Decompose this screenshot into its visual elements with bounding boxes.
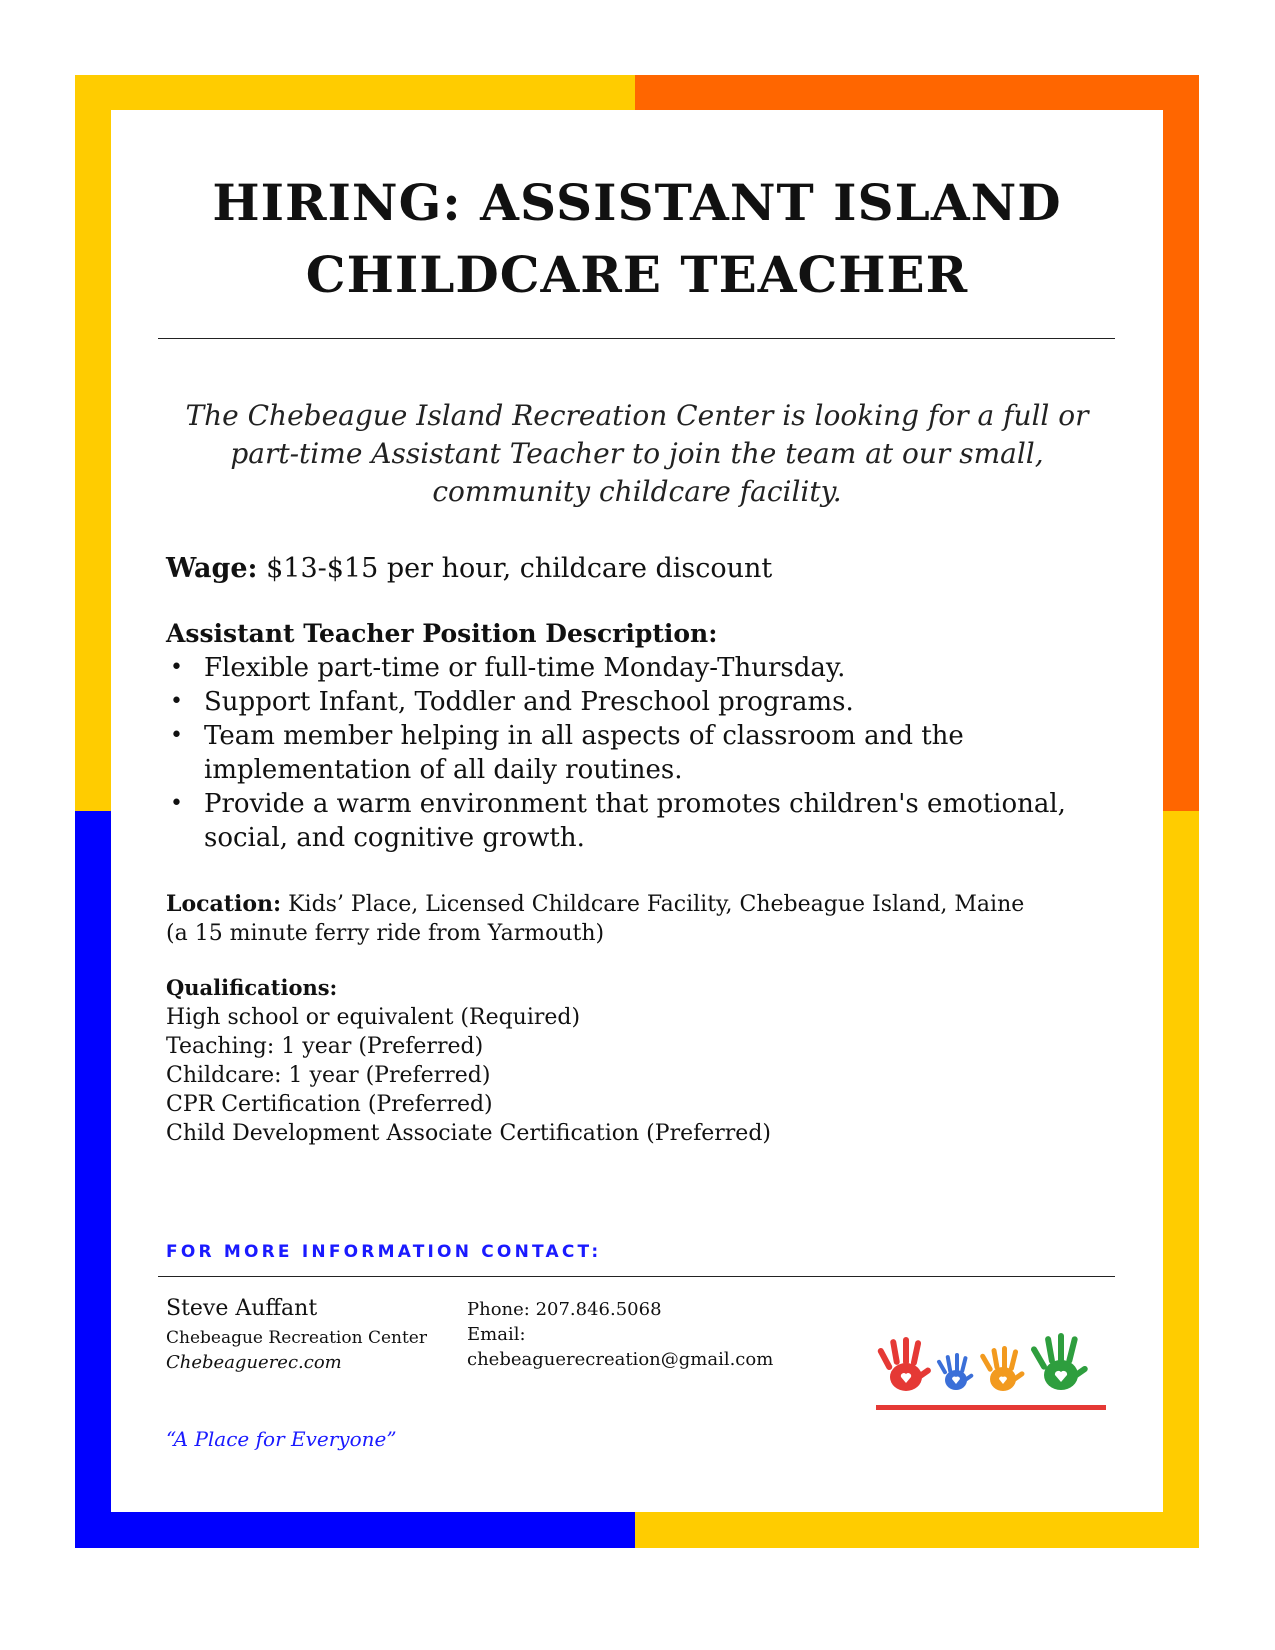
- bullet-icon: •: [170, 723, 183, 748]
- list-item: Teaching: 1 year (Preferred): [166, 1034, 484, 1059]
- hand-blue-icon: [936, 1353, 974, 1390]
- list-item-text: Provide a warm environment that promotes children's emotional, social, and cognitive growth.: [204, 789, 1066, 853]
- contact-email-link[interactable]: chebeaguerecreation@gmail.com: [467, 1349, 774, 1370]
- bullet-icon: •: [170, 791, 183, 816]
- hand-green-icon: [1030, 1333, 1089, 1390]
- wage-label: Wage:: [166, 553, 258, 584]
- list-item: Child Development Associate Certification (Preferred): [166, 1121, 771, 1146]
- list-item: Childcare: 1 year (Preferred): [166, 1063, 491, 1088]
- list-item: [166, 685, 1086, 719]
- location-value: Kids’ Place, Licensed Childcare Facility, Chebeague Island, Maine (a 15 minute ferry ride from Yarmouth): [166, 892, 1025, 946]
- location-line: [166, 890, 1046, 948]
- divider-bottom: [158, 1276, 1115, 1277]
- page-title: [111, 167, 1163, 311]
- contact-name: Steve Auffant: [166, 1296, 318, 1321]
- list-item: High school or equivalent (Required): [166, 1005, 581, 1030]
- list-item: CPR Certification (Preferred): [166, 1092, 493, 1117]
- location-label: Location:: [166, 891, 282, 917]
- bullet-icon: •: [170, 689, 183, 714]
- contact-organization: Chebeague Recreation Center: [166, 1328, 427, 1348]
- list-item: [166, 719, 1086, 787]
- contact-heading: FOR MORE INFORMATION CONTACT:: [166, 1242, 602, 1262]
- contact-website-link[interactable]: Chebeaguerec.com: [166, 1352, 342, 1373]
- position-list: [166, 651, 1086, 855]
- list-item-text: Support Infant, Toddler and Preschool programs.: [204, 687, 854, 717]
- handprints-logo: [876, 1325, 1106, 1415]
- qualifications-list: [166, 1003, 771, 1148]
- flyer-sheet: [111, 110, 1163, 1512]
- title-line-1: HIRING: ASSISTANT ISLAND: [212, 173, 1062, 232]
- wage-value: $13-$15 per hour, childcare discount: [257, 553, 773, 584]
- title-line-2: CHILDCARE TEACHER: [305, 245, 969, 304]
- list-item-text: Team member helping in all aspects of classroom and the implementation of all daily routines.: [204, 721, 964, 785]
- contact-phone: Phone: 207.846.5068: [467, 1299, 662, 1320]
- hand-red-icon: [877, 1337, 932, 1391]
- divider-top: [158, 338, 1115, 339]
- logo-underline: [876, 1405, 1106, 1410]
- intro-paragraph: The Chebeague Island Recreation Center is looking for a full or part-time Assistant Teacher to join the team at our small, community childcare facility.: [185, 399, 1089, 508]
- contact-email-label: Email:: [467, 1324, 526, 1345]
- bullet-icon: •: [170, 655, 183, 680]
- qualifications-heading: Qualifications:: [166, 975, 338, 1000]
- hand-orange-icon: [979, 1346, 1025, 1391]
- position-heading: Assistant Teacher Position Description:: [166, 619, 718, 648]
- list-item: [166, 787, 1086, 855]
- list-item-text: Flexible part-time or full-time Monday-Thursday.: [204, 653, 846, 683]
- tagline: “A Place for Everyone”: [166, 1427, 397, 1451]
- wage-line: [166, 551, 772, 587]
- list-item: [166, 651, 1086, 685]
